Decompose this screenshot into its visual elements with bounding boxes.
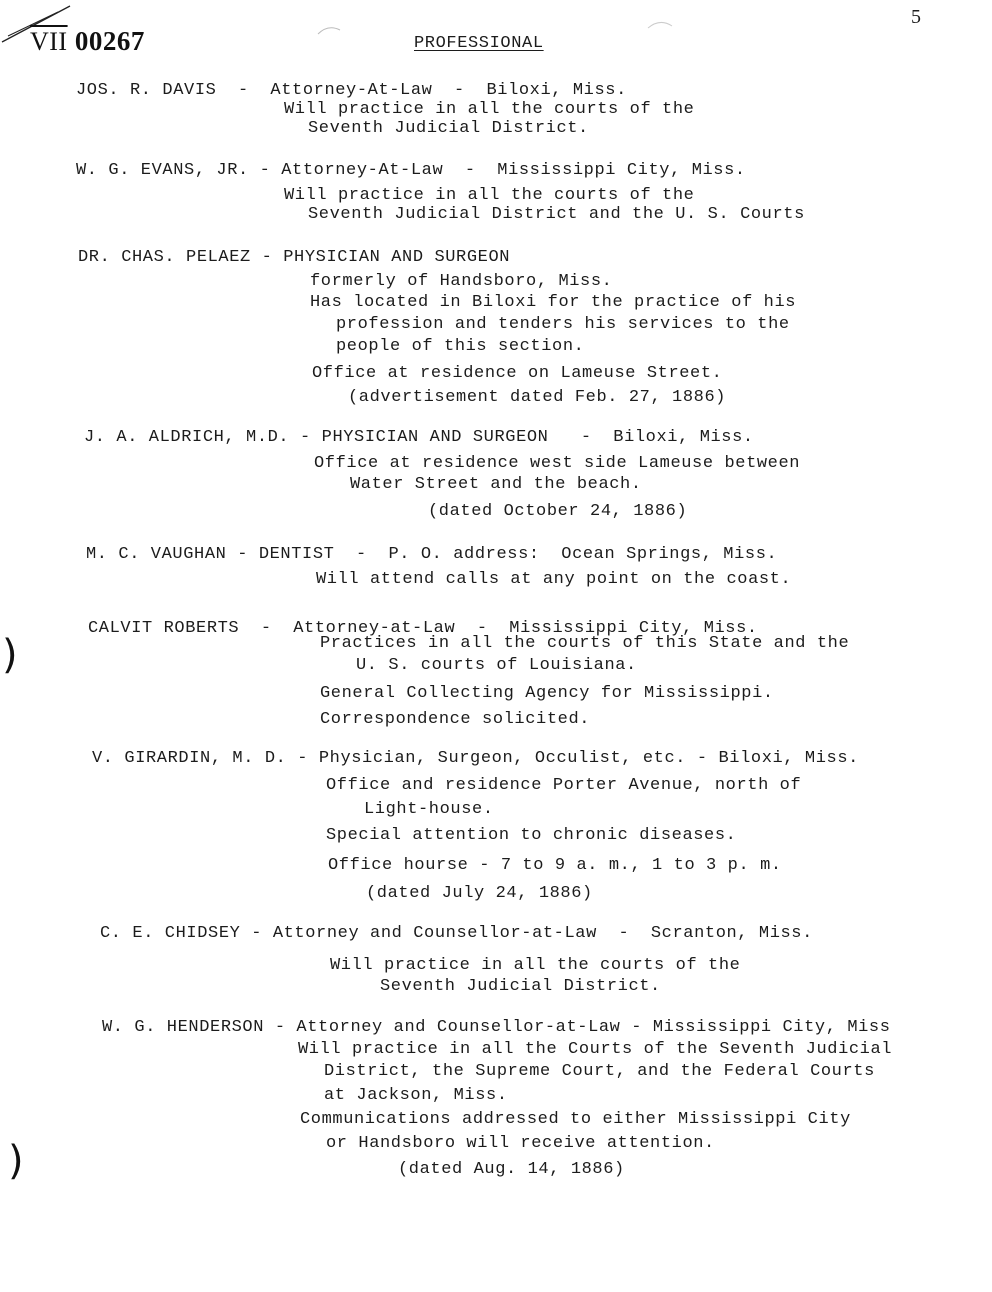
entry-line: (dated July 24, 1886)	[366, 884, 593, 903]
entry-header: CALVIT ROBERTS - Attorney-at-Law - Mississippi City, Miss.	[88, 619, 758, 638]
entry-line: Will attend calls at any point on the coast.	[316, 570, 792, 589]
entry-header: J. A. ALDRICH, M.D. - PHYSICIAN AND SURGEON - Biloxi, Miss.	[84, 428, 754, 447]
entry-line: U. S. courts of Louisiana.	[356, 656, 637, 675]
entry-line: Communications addressed to either Mississippi City	[300, 1110, 851, 1129]
entry-line: at Jackson, Miss.	[324, 1086, 508, 1105]
entry-line: or Handsboro will receive attention.	[326, 1134, 715, 1153]
punch-hole-mark: )	[2, 632, 18, 678]
entry-line: Office at residence west side Lameuse between	[314, 454, 801, 473]
entry-line: Will practice in all the Courts of the Seventh Judicial	[298, 1040, 893, 1059]
entry-header: JOS. R. DAVIS - Attorney-At-Law - Biloxi, Miss.	[76, 81, 627, 100]
entry-header: W. G. EVANS, JR. - Attorney-At-Law - Mississippi City, Miss.	[76, 161, 746, 180]
entry-line: Practices in all the courts of this State and the	[320, 634, 850, 653]
stamp-number: 00267	[74, 26, 145, 56]
entry-line: people of this section.	[336, 337, 585, 356]
entry-line: Seventh Judicial District and the U. S. Courts	[308, 205, 805, 224]
entry-line: Light-house.	[364, 800, 494, 819]
entry-header: W. G. HENDERSON - Attorney and Counsellor-at-Law - Mississippi City, Miss	[102, 1018, 891, 1037]
entry-line: formerly of Handsboro, Miss.	[310, 272, 613, 291]
page-heading: PROFESSIONAL	[414, 34, 544, 53]
stamp-roman: $\overline{VII}$	[30, 27, 68, 56]
entry-header: DR. CHAS. PELAEZ - PHYSICIAN AND SURGEON	[78, 248, 511, 267]
entry-line: Water Street and the beach.	[350, 475, 642, 494]
entry-line: (advertisement dated Feb. 27, 1886)	[348, 388, 727, 407]
entry-line: Seventh Judicial District.	[308, 119, 589, 138]
entry-line: profession and tenders his services to the	[336, 315, 790, 334]
entry-line: General Collecting Agency for Mississippi.	[320, 684, 774, 703]
entry-line: Will practice in all the courts of the	[284, 186, 695, 205]
entry-line: Seventh Judicial District.	[380, 977, 661, 996]
entry-line: Has located in Biloxi for the practice of his	[310, 293, 797, 312]
entry-line: (dated October 24, 1886)	[428, 502, 688, 521]
page-number: 5	[911, 6, 921, 28]
entry-line: Special attention to chronic diseases.	[326, 826, 737, 845]
entry-header: M. C. VAUGHAN - DENTIST - P. O. address: Ocean Springs, Miss.	[86, 545, 778, 564]
entry-line: Will practice in all the courts of the	[284, 100, 695, 119]
entry-line: District, the Supreme Court, and the Federal Courts	[324, 1062, 875, 1081]
entry-line: (dated Aug. 14, 1886)	[398, 1160, 625, 1179]
punch-hole-mark: )	[8, 1138, 24, 1184]
entry-line: Correspondence solicited.	[320, 710, 591, 729]
entry-line: Office at residence on Lameuse Street.	[312, 364, 723, 383]
archive-stamp	[30, 26, 145, 57]
entry-line: Office and residence Porter Avenue, north of	[326, 776, 802, 795]
entry-line: Office hourse - 7 to 9 a. m., 1 to 3 p. m.	[328, 856, 782, 875]
entry-line: Will practice in all the courts of the	[330, 956, 741, 975]
entry-header: V. GIRARDIN, M. D. - Physician, Surgeon, Occulist, etc. - Biloxi, Miss.	[92, 749, 859, 768]
entry-header: C. E. CHIDSEY - Attorney and Counsellor-at-Law - Scranton, Miss.	[100, 924, 813, 943]
